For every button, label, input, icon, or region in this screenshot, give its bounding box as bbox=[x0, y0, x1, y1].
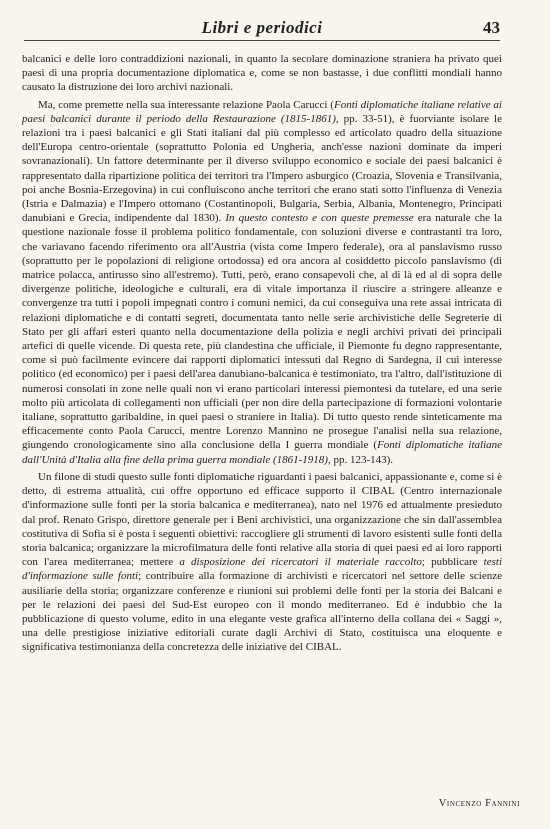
text-run: balcanici e delle loro contraddizioni nazionali, in quanto la secolare dominazione straniera ha privato quei paesi di una propria documentazione diplomatica e, come se non bastasse, i due conflitti mondiali hanno causato la distruzione dei loro archivi nazionali. bbox=[22, 53, 502, 94]
text-run-italic: a disposizione dei ricercatori il materiale raccolto bbox=[179, 556, 422, 569]
text-run: era naturale che la questione nazionale fosse il problema politico fondamentale, con soluzioni diverse e contrastanti tra loro, che variavano facendo riferimento ora all'Austria (vista come Impero federale), ora al panslavismo russo (soprattutto per le popolazioni di religione ortodossa) ed ora ancora al cosiddetto piccolo panslavismo (di matrice polacca, antirusso sino all'estremo). Tutti, però, erano consapevoli che, al di là ed al di sopra delle divergenze politiche, ideologiche e culturali, era di vitale importanza il riuscire a stringere alleanze e convergenze tra tutti i popoli impegnati contro i comuni nemici, da cui conseguiva una rete assai intricata di relazioni diplomatiche e di contatti segreti, documentata tanto nelle serie archivistiche delle Segreterie di Stato per gli affari esteri quanto nella documentazione della polizia e negli archivi privati dei principali artefici di quelle vicende. Di questa rete, più clandestina che ufficiale, il Piemonte fu degno rappresentante, come si può facilmente evincere dai rapporti diplomatici intessuti dal Regno di Sardegna, il cui interesse politico (ed economico) per i paesi dell'area danubiano-balcanica è testimoniato, tra l'altro, dall'istituzione di numerosi consolati in zone nelle quali non vi erano particolari interessi piemontesi da tutelare, ed una serie molto più articolata di collegamenti non ufficiali (per non dire della partecipazione di formazioni volontarie italiane, soprattutto garibaldine, in quei paesi o straniere in Italia). Di tutto questo rende sinteticamente ma efficacemente conto Paola Carucci, mentre Lorenzo Mannino ne prosegue l'analisi nella sua relazione, giungendo cronologicamente sino alla conclusione della I guerra mondiale ( bbox=[22, 212, 502, 452]
paragraph-3 bbox=[22, 470, 502, 655]
page-number: 43 bbox=[483, 18, 500, 37]
paragraph-2 bbox=[22, 98, 502, 467]
text-run: Ma, come premette nella sua interessante relazione Paola Carucci ( bbox=[38, 98, 334, 111]
page-header bbox=[24, 14, 500, 36]
text-run: , pp. 33-51), è fuorviante isolare le relazioni tra i paesi balcanici e gli Stati italiani dal più complesso ed articolato quadro della situazione dell'Europa centro-orientale (soprattutto Polonia ed Ungheria, anch'esse nazioni dominate da imperi sovranazionali). Un fattore determinante per il diverso sviluppo economico e sociale dei paesi balcanici è rappresentato dalla ripartizione politica dei territori tra l'Impero asburgico (Croazia, Slovenia e Transilvania, poi anche Bosnia-Erzegovina) in cui confluiscono anche territori che erano stati sotto l'influenza di Venezia (Istria e Dalmazia) e l'Impero ottomano (Costantinopoli, Bulgaria, Serbia, Albania, Montenegro, Principati danubiani e Grecia, indipendente dal 1830). bbox=[22, 112, 502, 225]
article-body bbox=[22, 52, 502, 658]
running-title: Libri e periodici bbox=[201, 18, 323, 37]
header-rule bbox=[24, 40, 500, 41]
text-run-italic: Fonti diplomatiche italiane dall'Unità d'Italia alla fine della prima guerra mondiale (1861-1918) bbox=[22, 439, 503, 466]
text-run: , pp. 123-143). bbox=[327, 453, 394, 466]
paragraph-1 bbox=[22, 52, 502, 95]
text-run-italic: testi d'informazione sulle fonti bbox=[22, 556, 503, 583]
text-run: ; pubblicare bbox=[421, 556, 484, 569]
text-run: Un filone di studi questo sulle fonti diplomatiche riguardanti i paesi balcanici, appassionante e, come si è detto, di estrema attualità, cui offre opportuno ed efficace supporto il CIBAL (Centro internazionale d'informazione sulle fonti per la storia balcanica e mediterranea), nato nel 1976 ed attualmente presieduto dal prof. Renato Grispo, direttore generale per i Beni archivistici, una organizzazione che sin dall'assemblea costitutiva di Sofia si è posta i seguenti obiettivi: raccogliere gli strumenti di lavoro esistenti sulle fonti della storia balcanica; organizzare la microfilmatura delle fonti relative alla storia di quei paesi ed ai loro rapporti con l'area mediterranea; mettere bbox=[22, 470, 502, 569]
text-run-italic: Fonti diplomatiche italiane relative ai paesi balcanici durante il periodo della Restaurazione (1815-1861) bbox=[22, 98, 502, 125]
text-run: ; contribuire alla formazione di archivisti e ricercatori nel settore delle scienze ausiliarie della storia; organizzare conferenze e riunioni sui problemi delle fonti per la storia dei Balcani e per le relazioni dei paesi del Sud-Est europeo con il mondo mediterraneo. Ed è indubbio che la pubblicazione di questo volume, edito in una elegante veste grafica all'interno della collana dei « Saggi », una delle prestigiose iniziative editoriali curate dagli Archivi di Stato, costituisca una eloquente e significativa testimonianza della concretezza delle iniziative del CIBAL. bbox=[22, 570, 502, 654]
author-signature: Vincenzo Fannini bbox=[438, 798, 520, 809]
text-run-italic: In questo contesto e con queste premesse bbox=[225, 212, 414, 225]
